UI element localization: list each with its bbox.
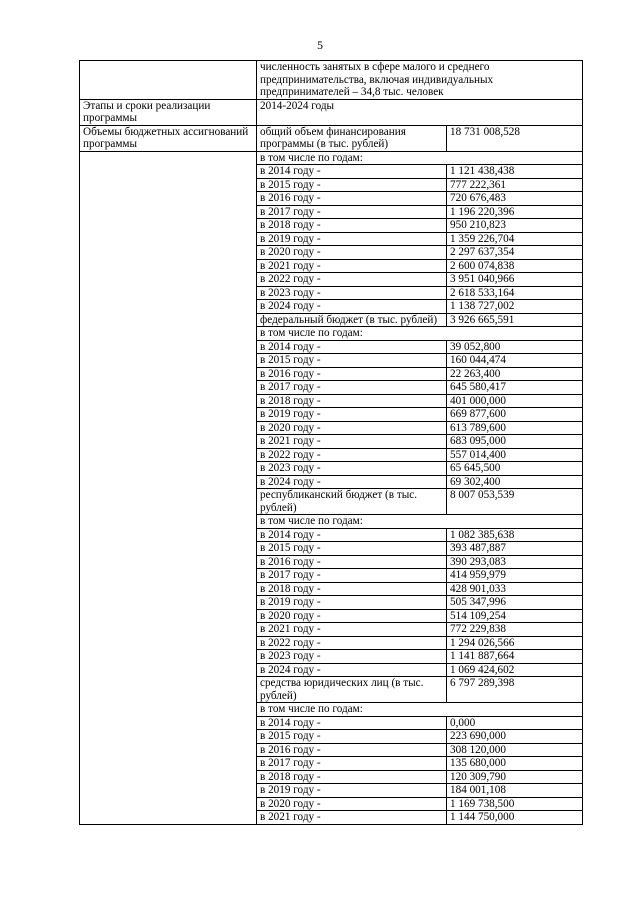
- section-subheader: в том числе по годам:: [257, 151, 583, 165]
- year-value: 950 210,823: [447, 219, 583, 233]
- section-total: 18 731 008,528: [447, 125, 583, 151]
- year-value: 557 014,400: [447, 448, 583, 462]
- section-title: средства юридических лиц (в тыс. рублей): [257, 677, 447, 703]
- section-total: 6 797 289,398: [447, 677, 583, 703]
- year-value: 2 600 074,838: [447, 259, 583, 273]
- year-label: в 2021 году -: [257, 259, 447, 273]
- year-label: в 2015 году -: [257, 542, 447, 556]
- year-value: 1 082 385,638: [447, 528, 583, 542]
- year-label: в 2021 году -: [257, 623, 447, 637]
- year-label: в 2014 году -: [257, 528, 447, 542]
- year-label: в 2017 году -: [257, 381, 447, 395]
- year-label: в 2020 году -: [257, 609, 447, 623]
- year-label: в 2019 году -: [257, 408, 447, 422]
- year-value: 1 294 026,566: [447, 636, 583, 650]
- year-label: в 2017 году -: [257, 205, 447, 219]
- year-label: в 2017 году -: [257, 569, 447, 583]
- year-label: в 2019 году -: [257, 232, 447, 246]
- year-value: 401 000,000: [447, 394, 583, 408]
- section-title: федеральный бюджет (в тыс. рублей): [257, 313, 447, 327]
- year-value: 428 901,033: [447, 582, 583, 596]
- year-label: в 2021 году -: [257, 435, 447, 449]
- year-label: в 2019 году -: [257, 596, 447, 610]
- year-value: 1 121 438,438: [447, 165, 583, 179]
- year-value: 514 109,254: [447, 609, 583, 623]
- year-label: в 2014 году -: [257, 340, 447, 354]
- program-passport-table: [79, 60, 583, 825]
- year-label: в 2022 году -: [257, 448, 447, 462]
- year-value: 669 877,600: [447, 408, 583, 422]
- year-label: в 2015 году -: [257, 354, 447, 368]
- year-label: в 2024 году -: [257, 663, 447, 677]
- section-title: республиканский бюджет (в тыс. рублей): [257, 489, 447, 515]
- budget-section-header: [80, 125, 583, 151]
- year-value: 120 309,790: [447, 770, 583, 784]
- year-label: в 2014 году -: [257, 165, 447, 179]
- section-subheader: в том числе по годам:: [257, 703, 583, 717]
- year-value: 2 618 533,164: [447, 286, 583, 300]
- year-value: 645 580,417: [447, 381, 583, 395]
- year-value: 39 052,800: [447, 340, 583, 354]
- year-value: 772 229,838: [447, 623, 583, 637]
- year-value: 22 263,400: [447, 367, 583, 381]
- year-label: в 2017 году -: [257, 757, 447, 771]
- year-label: в 2021 году -: [257, 811, 447, 825]
- year-label: в 2023 году -: [257, 286, 447, 300]
- year-value: 3 951 040,966: [447, 273, 583, 287]
- year-label: в 2018 году -: [257, 394, 447, 408]
- year-value: 0,000: [447, 716, 583, 730]
- year-label: в 2024 году -: [257, 475, 447, 489]
- year-label: в 2020 году -: [257, 421, 447, 435]
- year-label: в 2016 году -: [257, 367, 447, 381]
- year-label: в 2024 году -: [257, 300, 447, 314]
- budget-label: Объемы бюджетных ассигнований программы: [80, 125, 257, 151]
- year-value: 1 144 750,000: [447, 811, 583, 825]
- year-label: в 2018 году -: [257, 219, 447, 233]
- year-value: 390 293,083: [447, 555, 583, 569]
- year-value: 505 347,996: [447, 596, 583, 610]
- page-number: 5: [317, 38, 323, 52]
- year-label: в 2014 году -: [257, 716, 447, 730]
- year-value: 1 359 226,704: [447, 232, 583, 246]
- year-label: в 2018 году -: [257, 582, 447, 596]
- year-value: 1 141 887,664: [447, 650, 583, 664]
- year-value: 613 789,600: [447, 421, 583, 435]
- year-value: 65 645,500: [447, 462, 583, 476]
- section-total: 3 926 665,591: [447, 313, 583, 327]
- year-value: 308 120,000: [447, 743, 583, 757]
- year-label: в 2020 году -: [257, 797, 447, 811]
- year-value: 1 169 738,500: [447, 797, 583, 811]
- stages-value: 2014-2024 годы: [257, 99, 583, 125]
- year-value: 69 302,400: [447, 475, 583, 489]
- stages-label: Этапы и сроки реализации программы: [80, 99, 257, 125]
- year-value: 720 676,483: [447, 192, 583, 206]
- year-label: в 2020 году -: [257, 246, 447, 260]
- year-label: в 2015 году -: [257, 178, 447, 192]
- section-subheader: в том числе по годам:: [257, 515, 583, 529]
- year-label: в 2023 году -: [257, 462, 447, 476]
- year-label: в 2018 году -: [257, 770, 447, 784]
- year-value: 393 487,887: [447, 542, 583, 556]
- year-value: 1 138 727,002: [447, 300, 583, 314]
- year-label: в 2023 году -: [257, 650, 447, 664]
- year-label: в 2016 году -: [257, 743, 447, 757]
- section-subheader-row: [80, 151, 583, 165]
- year-value: 2 297 637,354: [447, 246, 583, 260]
- stages-row: [80, 99, 583, 125]
- intro-empty-cell: [80, 61, 257, 100]
- year-value: 160 044,474: [447, 354, 583, 368]
- year-value: 414 959,979: [447, 569, 583, 583]
- year-label: в 2016 году -: [257, 555, 447, 569]
- budget-left-merged: [80, 151, 257, 824]
- year-label: в 2019 году -: [257, 784, 447, 798]
- year-label: в 2015 году -: [257, 730, 447, 744]
- section-subheader: в том числе по годам:: [257, 327, 583, 341]
- year-value: 223 690,000: [447, 730, 583, 744]
- intro-text: численность занятых в сфере малого и среднего предпринимательства, включая индивидуальных предпринимателей – 34,8 тыс. человек: [257, 61, 583, 100]
- year-value: 1 196 220,396: [447, 205, 583, 219]
- year-value: 135 680,000: [447, 757, 583, 771]
- year-value: 184 001,108: [447, 784, 583, 798]
- year-value: 683 095,000: [447, 435, 583, 449]
- year-label: в 2016 году -: [257, 192, 447, 206]
- year-label: в 2022 году -: [257, 636, 447, 650]
- year-value: 1 069 424,602: [447, 663, 583, 677]
- section-total: 8 007 053,539: [447, 489, 583, 515]
- year-label: в 2022 году -: [257, 273, 447, 287]
- section-title: общий объем финансирования программы (в тыс. рублей): [257, 125, 447, 151]
- intro-row: [80, 61, 583, 100]
- year-value: 777 222,361: [447, 178, 583, 192]
